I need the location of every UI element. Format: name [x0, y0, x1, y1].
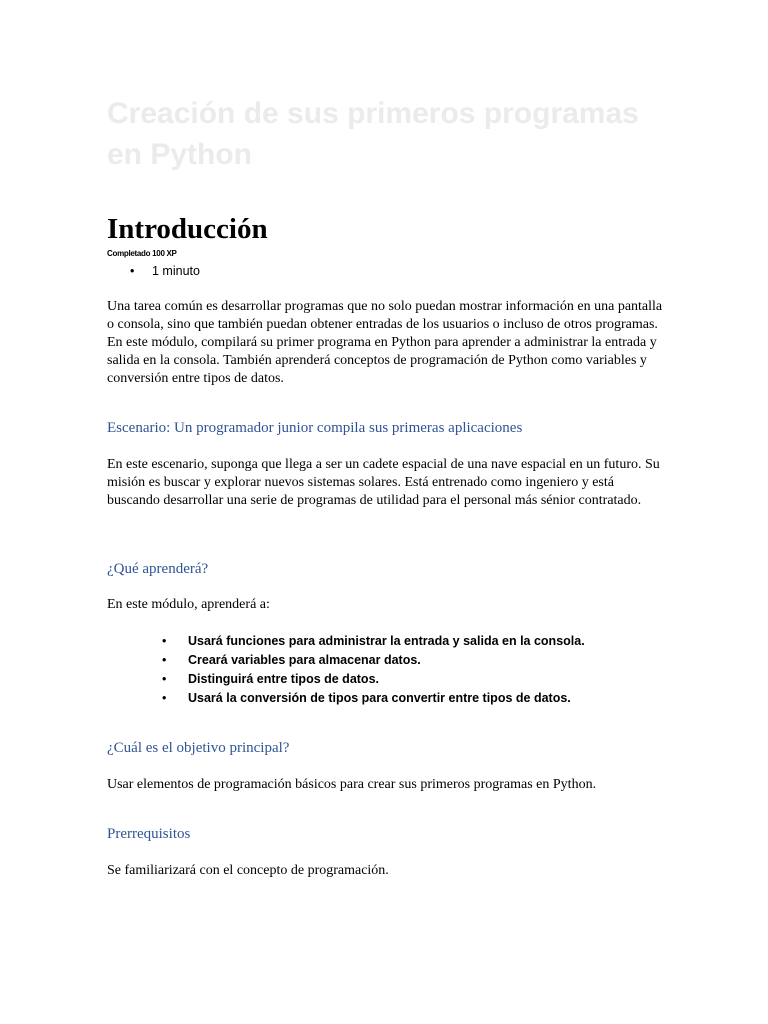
scenario-paragraph: En este escenario, suponga que llega a ser un cadete espacial de una nave espacial en un futuro. Su misión es buscar y explorar nuevos sistemas solares. Está entrenado como ingeniero y está buscando desarrollar una serie de programas de utilidad para el personal más sénior contratado. [107, 457, 660, 508]
learn-heading: ¿Qué aprenderá? [107, 561, 209, 577]
intro-heading: Introducción [107, 213, 268, 245]
completion-meta: Completado 100 XP [107, 249, 177, 258]
goal-paragraph: Usar elementos de programación básicos para crear sus primeros programas en Python. [107, 777, 597, 792]
prereq-heading: Prerrequisitos [107, 826, 191, 842]
list-item [162, 689, 585, 708]
list-item [162, 670, 585, 689]
scenario-heading: Escenario: Un programador junior compila sus primeras aplicaciones [107, 420, 523, 436]
list-item-label: Creará variables para almacenar datos. [188, 653, 421, 667]
list-item-label: Usará la conversión de tipos para convertir entre tipos de datos. [188, 691, 571, 705]
list-item [162, 632, 585, 651]
goal-heading: ¿Cuál es el objetivo principal? [107, 740, 290, 756]
prereq-paragraph: Se familiarizará con el concepto de programación. [107, 863, 389, 878]
intro-paragraph: Una tarea común es desarrollar programas que no solo puedan mostrar información en una pantalla o consola, sino que también puedan obtener entradas de los usuarios o incluso de otros programas. En este módulo, compilará su primer programa en Python para aprender a administrar la entrada y salida en la consola. También aprenderá conceptos de programación de Python como variables y conversión entre tipos de datos. [107, 299, 663, 386]
list-item [162, 651, 585, 670]
bullet-icon: • [162, 672, 167, 686]
bullet-icon: • [162, 634, 167, 648]
duration-label: 1 minuto [152, 264, 200, 278]
bullet-icon: • [130, 264, 135, 278]
bullet-icon: • [162, 691, 167, 705]
learn-list [162, 632, 585, 708]
list-item-label: Distinguirá entre tipos de datos. [188, 672, 379, 686]
list-item-label: Usará funciones para administrar la entrada y salida en la consola. [188, 634, 585, 648]
learn-intro: En este módulo, aprenderá a: [107, 597, 270, 612]
duration-item [130, 263, 200, 280]
document-title: Creación de sus primeros programas en Python [107, 97, 639, 171]
bullet-icon: • [162, 653, 167, 667]
